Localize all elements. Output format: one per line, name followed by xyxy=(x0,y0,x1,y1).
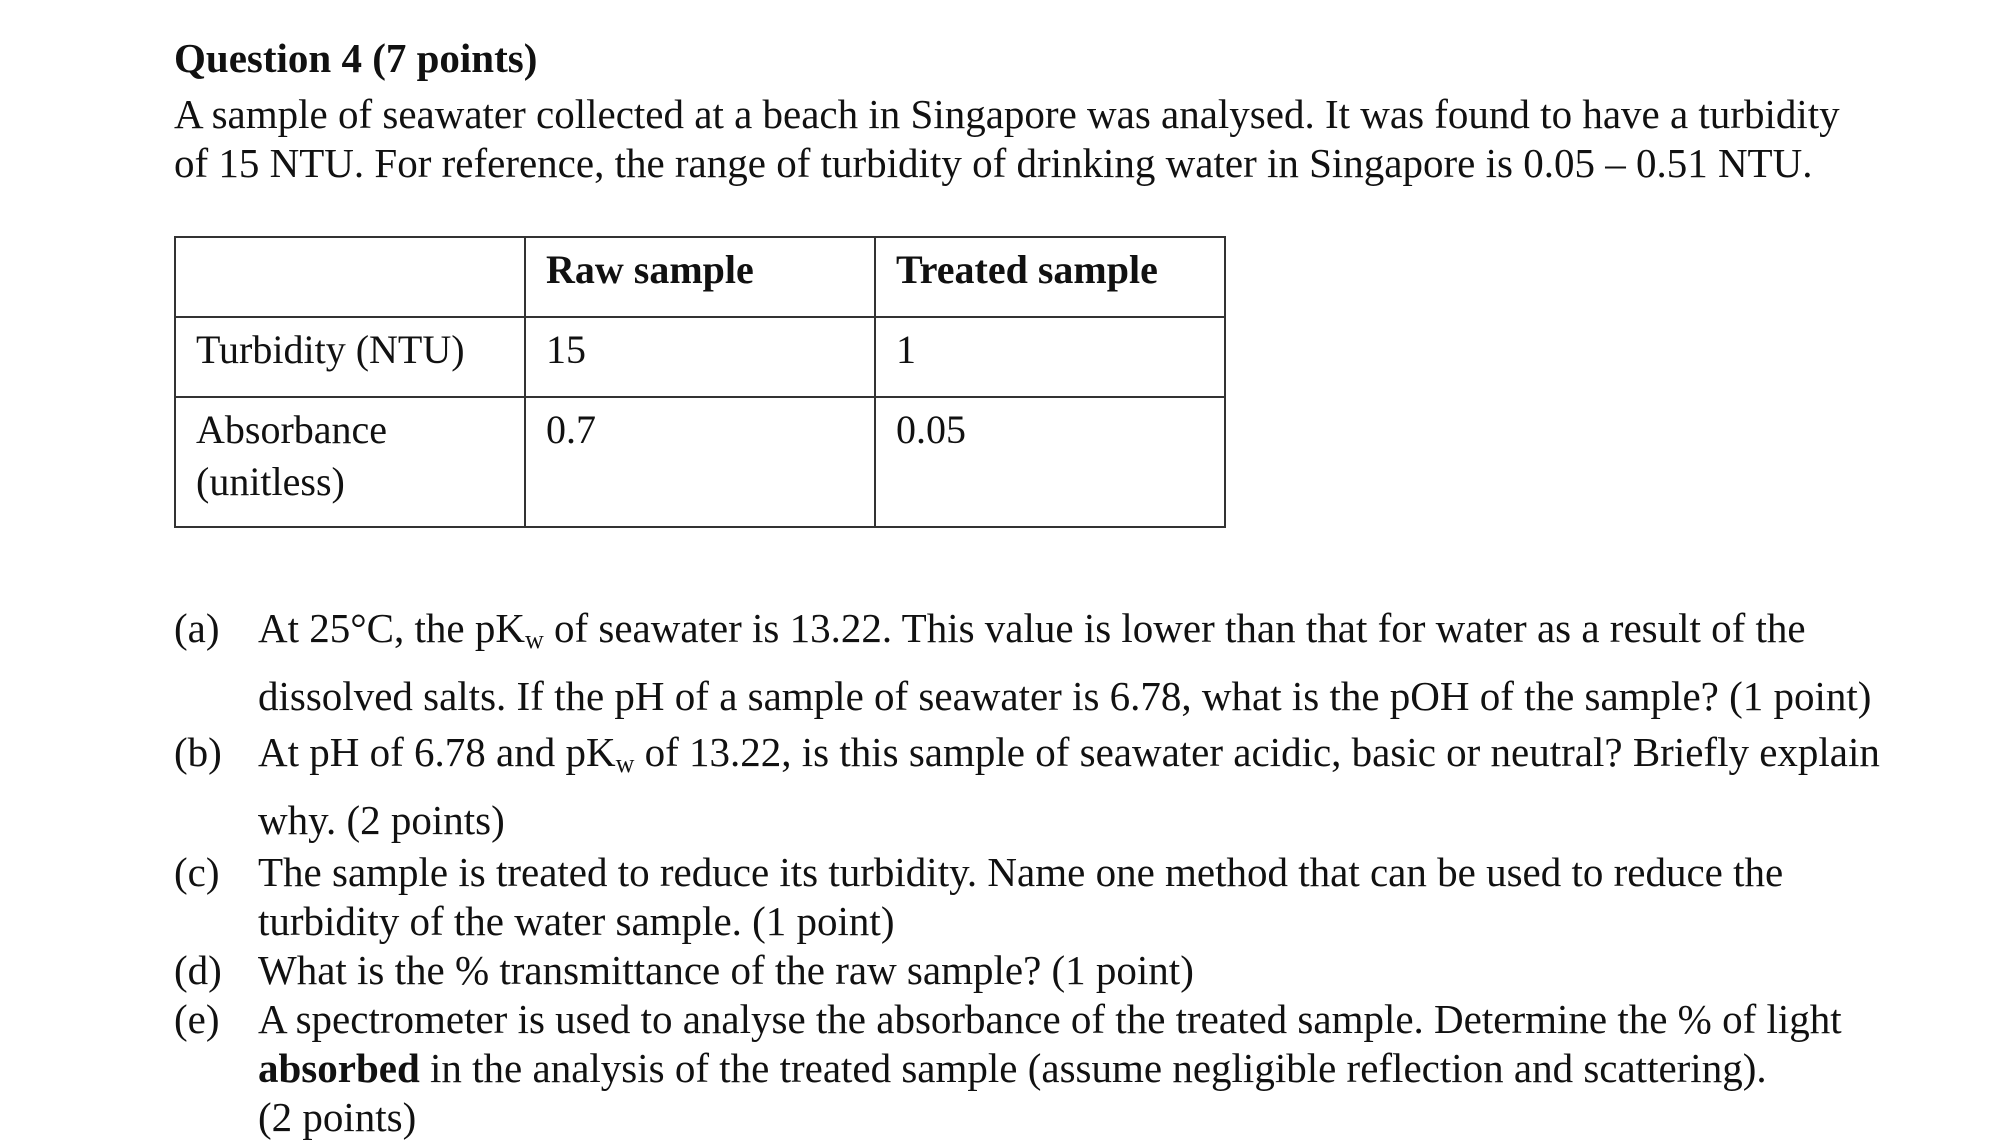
table-cell: 0.7 xyxy=(525,397,875,527)
part-text-fragment: What is the % transmittance of the raw sample? (1 point) xyxy=(258,947,1194,993)
table-cell: 0.05 xyxy=(875,397,1225,527)
question-part-b xyxy=(174,724,1934,848)
question-title: Question 4 (7 points) xyxy=(174,35,538,81)
table-cell: 1 xyxy=(875,317,1225,397)
part-text-fragment: At pH of 6.78 and pK xyxy=(258,729,616,775)
intro-line: A sample of seawater collected at a beach in Singapore was analysed. It was found to have a turbidity xyxy=(174,91,1840,137)
subscript: w xyxy=(615,749,635,778)
subscript: w xyxy=(524,625,544,654)
part-text-fragment: The sample is treated to reduce its turbidity. Name one method that can be used to reduce the xyxy=(258,849,1784,895)
part-text xyxy=(258,995,1934,1142)
part-text-fragment: why. (2 points) xyxy=(258,797,505,843)
part-text xyxy=(258,946,1934,995)
part-text-fragment: of 13.22, is this sample of seawater acidic, basic or neutral? Briefly explain xyxy=(634,729,1880,775)
part-label: (e) xyxy=(174,996,220,1042)
table-row-label-line: Absorbance xyxy=(196,407,388,452)
question-intro xyxy=(174,90,1964,188)
data-table xyxy=(174,236,1226,528)
question-part-d xyxy=(174,946,1934,995)
question-part-a xyxy=(174,600,1934,724)
part-text xyxy=(258,600,1934,724)
table-header-row xyxy=(175,237,1225,317)
table-row-label xyxy=(175,317,525,397)
table-header-cell: Raw sample xyxy=(525,237,875,317)
part-label: (a) xyxy=(174,605,220,651)
part-text xyxy=(258,724,1934,848)
part-text-fragment: turbidity of the water sample. (1 point) xyxy=(258,898,895,944)
table-row-label xyxy=(175,397,525,527)
part-text-fragment: in the analysis of the treated sample (assume negligible reflection and scattering). xyxy=(419,1045,1767,1091)
part-text-fragment: dissolved salts. If the pH of a sample of seawater is 6.78, what is the pOH of the sample? (1 point) xyxy=(258,673,1872,719)
part-text-fragment: A spectrometer is used to analyse the absorbance of the treated sample. Determine the % of light xyxy=(258,996,1842,1042)
part-text-fragment: At 25°C, the pK xyxy=(258,605,525,651)
table-row-label-line: Turbidity (NTU) xyxy=(196,327,465,372)
intro-line: of 15 NTU. For reference, the range of turbidity of drinking water in Singapore is 0.05 – 0.51 NTU. xyxy=(174,140,1813,186)
part-label: (d) xyxy=(174,947,222,993)
table-row xyxy=(175,397,1225,527)
emphasis-bold: absorbed xyxy=(258,1045,420,1091)
question-part-c xyxy=(174,848,1934,946)
part-text xyxy=(258,848,1934,946)
table-row-label-line: (unitless) xyxy=(196,459,345,504)
part-text-fragment: (2 points) xyxy=(258,1094,417,1140)
part-text-fragment: of seawater is 13.22. This value is lower than that for water as a result of the xyxy=(543,605,1806,651)
part-label: (b) xyxy=(174,729,222,775)
table-row xyxy=(175,317,1225,397)
question-parts xyxy=(174,600,1934,1142)
table-header-cell xyxy=(175,237,525,317)
part-label: (c) xyxy=(174,849,220,895)
table-cell: 15 xyxy=(525,317,875,397)
question-part-e xyxy=(174,995,1934,1142)
table-header-cell: Treated sample xyxy=(875,237,1225,317)
